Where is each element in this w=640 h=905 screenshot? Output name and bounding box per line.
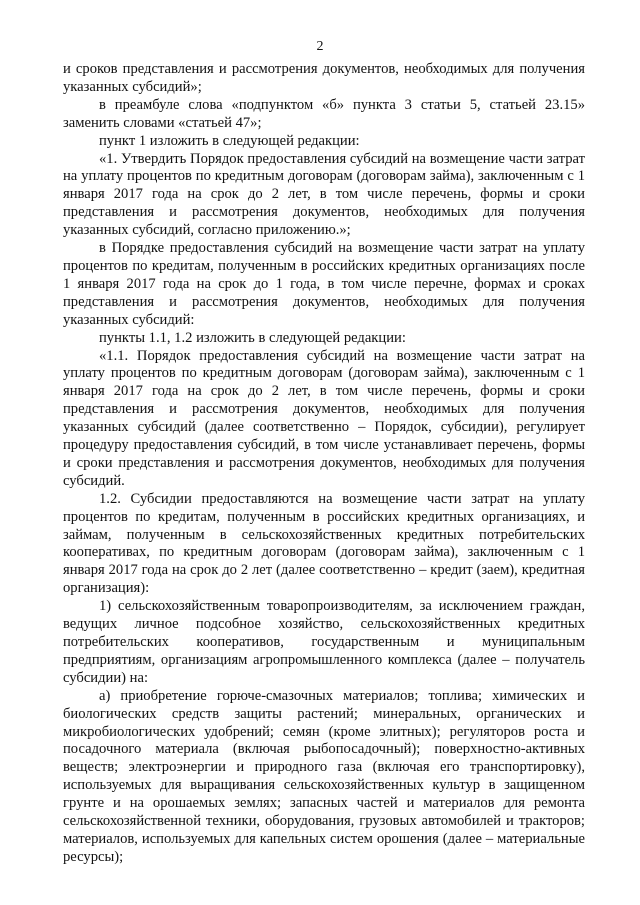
document-body <box>63 61 585 867</box>
paragraph-item-1-text: «1. Утвердить Порядок предоставления субсидий на возмещение части затрат на уплату процентов по кредитным договорам (договорам займа), заключенным с 1 января 2017 года на срок до 2 лет, в том числе перечень, формы и сроки представления и рассмотрения документов, необходимых для получения указанных субсидий, согласно приложению.»; <box>63 150 585 239</box>
paragraph-subitem-a: а) приобретение горюче-смазочных материалов; топлива; химических и биологических средств защиты растений; минеральных, органических и микробиологических удобрений; семян (кроме элитных); регуляторов роста и посадочного материала (включая рыбопосадочный); поверхностно-активных веществ; электроэнергии и природного газа (включая его транспортировку), используемых для выращивания сельскохозяйственных культур в защищенном грунте и на орошаемых землях; запасных частей и материалов для ремонта сельскохозяйственной техники, оборудования, грузовых автомобилей и тракторов; материалов, используемых для капельных систем орошения (далее – материальные ресурсы); <box>63 687 585 865</box>
paragraph-subitem-1: 1) сельскохозяйственным товаропроизводителям, за исключением граждан, ведущих личное подсобное хозяйство, сельскохозяйственных кредитных потребительских кооперативов, государственным и муниципальным предприятиям, организациям агропромышленного комплекса (далее – получатель субсидии) на: <box>63 598 585 686</box>
paragraph-item-1-2: 1.2. Субсидии предоставляются на возмещение части затрат на уплату процентов по кредитам, полученным в российских кредитных организациях, и займам, полученным в сельскохозяйственных кредитных потребительских кооперативах, по кредитным договорам (договорам займа), заключенным с 1 января 2017 года на срок до 2 лет (далее соответственно – кредит (заем), кредитная организация): <box>63 490 585 597</box>
paragraph-continuation: и сроков представления и рассмотрения документов, необходимых для получения указанных субсидий»; <box>63 61 585 95</box>
page-number: 2 <box>316 39 324 54</box>
paragraph-item-1-1: «1.1. Порядок предоставления субсидий на возмещение части затрат на уплату процентов по кредитным договорам (договорам займа), заключенным с 1 января 2017 года на срок до 2 лет, в том числе перечень, формы и сроки представления и рассмотрения документов, необходимых для получения указанных субсидий (далее соответственно – Порядок, субсидии), регулирует процедуру предоставления субсидий, в том числе устанавливает перечень, формы и сроки представления и рассмотрения документов, необходимых для получения субсидий. <box>63 347 585 489</box>
paragraph-preamble-amendment: в преамбуле слова «подпунктом «б» пункта 3 статьи 5, статьей 23.15» заменить словами «статьей 47»; <box>63 96 585 131</box>
paragraph-procedure-intro: в Порядке предоставления субсидий на возмещение части затрат на уплату процентов по кредитам, полученным в российских кредитных организациях после 1 января 2017 года на срок до 1 года, в том числе перечне, формах и сроках представления и рассмотрения документов, необходимых для получения указанных субсидий: <box>63 240 585 328</box>
paragraph-item-1-intro: пункт 1 изложить в следующей редакции: <box>99 132 360 149</box>
paragraph-items-1-1-1-2-intro: пункты 1.1, 1.2 изложить в следующей редакции: <box>99 329 406 346</box>
